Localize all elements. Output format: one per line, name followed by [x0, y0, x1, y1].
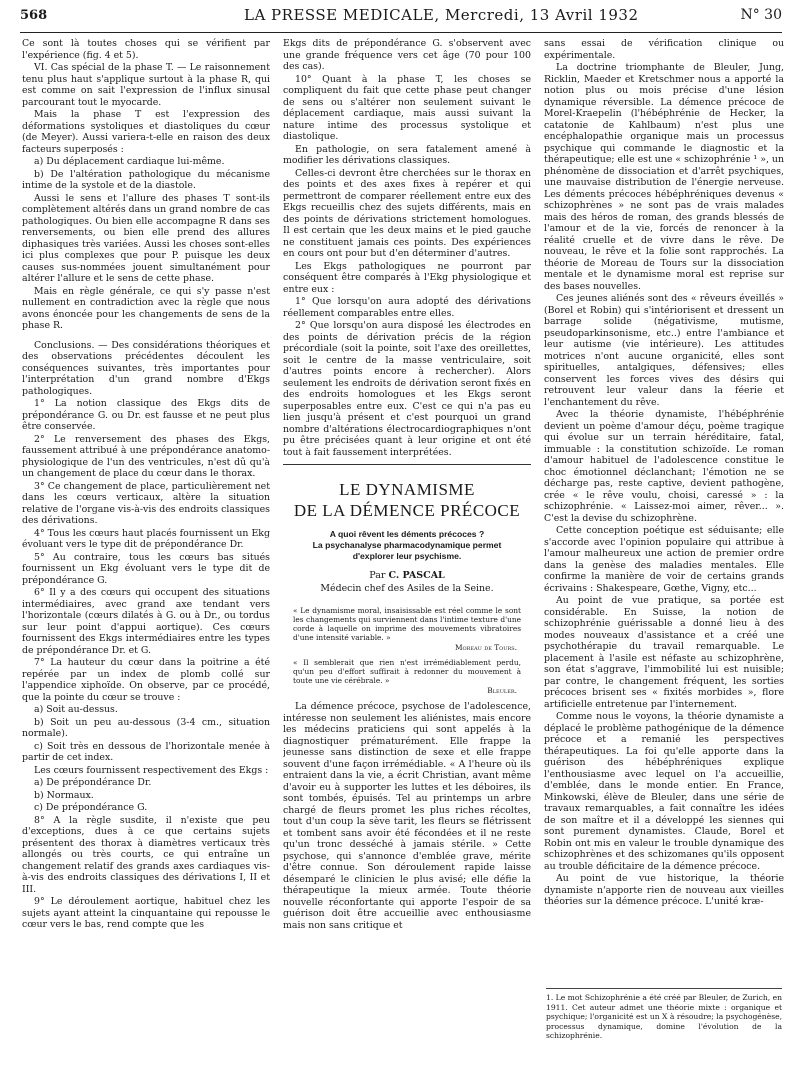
subtitle-line-3: d'explorer leur psychisme.	[352, 551, 462, 561]
paragraph: 1° Que lorsqu'on aura adopté des dérivations réellement comparables entre elles.	[283, 296, 531, 319]
paragraph: 2° Que lorsqu'on aura disposé les électrodes en des points de dérivation précis de la région précordiale (soit la pointe, soit l'axe des oreillettes, soit le centre de la masse ventriculaire, soit d'autres points encore à rechercher). Alors seulement les endroits de dérivation seront fixés en des endroits homologues et les Ekgs seront superposables entre eux. C'est ce qui n'a pas eu lien jusqu'à présent et c'est pourquoi un grand nombre d'altérations électrocardiographiques n'ont pu être précisées quant à leur origine et ont été tout à fait faussement interprétées.	[283, 320, 531, 458]
paragraph: La doctrine triomphante de Bleuler, Jung, Ricklin, Maeder et Kretschmer nous a apporté la notion plus ou mois précise d'une lésion dynamique réversible. La démence précoce de Morel-Kraepelin (l'hébéphrénie de Hecker, la catatonie de Kahlbaum) n'est plus une encéphalopathie organique mais un processus psychique qui commande le diagnostic et la thérapeutique; elle est une « schizophrénie ¹ », un phénomène de dissociation et d'arrêt psychiques, une mauvaise distribution de l'énergie nerveuse. Les déments précoces hébéphréniques devenus « schizophrènes » ne sont pas de vrais malades mais des héros de roman, des grands blessés de l'amour et de la vie, forcés de renoncer à la réalité cruelle et de vivre dans le rêve. De nouveau, le rêve et la folie sont rapprochés. La théorie de Moreau de Tours sur la dissociation mentale et le dynamisme moral est reprise sur des bases nouvelles.	[544, 62, 784, 292]
paragraph: Aussi le sens et l'allure des phases T sont-ils complètement altérés dans un grand nombre de cas pathologiques. Ou bien elle accompagne R dans ses renversements, ou bien elle prend des allures diphasiques très variées. Aussi les choses sont-elles ici plus complexes que pour P. puisque les deux causes sus-nommées jouent simultanément pour altérer l'allure et le sens de cette phase.	[22, 192, 270, 284]
paragraph: Celles-ci devront être cherchées sur le thorax en des points et des axes fixes à repérer et qui permettront de comparer réellement entre eux des Ekgs recueillis chez des sujets différents, mais en des points de dérivations strictement homologues. Il est certain que les deux mains et le pied gauche ne constituent jamais ces points. Des expériences en cours ont pour but d'en déterminer d'autres.	[283, 167, 531, 259]
epigraph-quote-2: « Il semblerait que rien n'est irrémédiablement perdu, qu'un peu d'effort suffirait à redonner du mouvement à toute une vie cérébrale. »	[293, 658, 521, 685]
issue-number: N° 30	[740, 7, 782, 23]
paragraph: 5° Au contraire, tous les cœurs bas situés fournissent un Ekg évoluant vers le type dit de prépondérance G.	[22, 551, 270, 586]
paragraph: En pathologie, on sera fatalement amené à modifier les dérivations classiques.	[283, 143, 531, 166]
column-3	[544, 38, 784, 982]
paragraph: a) De prépondérance Dr.	[34, 777, 152, 788]
epigraph-source-1: Moreau de Tours.	[454, 643, 517, 652]
paragraph: sans essai de vérification clinique ou expérimentale.	[544, 38, 784, 61]
paragraph: 6° Il y a des cœurs qui occupent des situations intermédiaires, avec grand axe tendant vers l'horizontale (cœurs dilatés à G. ou à Dr., ou tordus sur leur point d'appui aortique). Ces cœurs fournissent des Ekgs intermédiaires entre les types de prépondérance Dr. et G.	[22, 587, 270, 656]
paragraph: c) De prépondérance G.	[34, 802, 148, 813]
paragraph: c) Soit très en dessous de l'horizontale menée à partir de cet index.	[22, 740, 270, 763]
paragraph: Cette conception poétique est séduisante; elle s'accorde avec l'opinion populaire qui attribue à l'amour malheureux une action de premier ordre dans la genèse des maladies mentales. Elle confirme la manière de voir de certains grands écrivains : Shakespeare, Gœthe, Vigny, etc...	[544, 525, 784, 594]
paragraph: Ce sont là toutes choses qui se vérifient par l'expérience (fig. 4 et 5).	[22, 38, 270, 61]
epigraph	[293, 606, 521, 695]
author-name: C. PASCAL	[388, 570, 445, 581]
conclusions-paragraph: Conclusions. — Des considérations théoriques et des observations précédentes découlent les conséquences suivantes, très importantes pour l'interprétation d'un grand nombre d'Ekgs pathologiques.	[22, 339, 270, 397]
article-body-paragraph: La démence précoce, psychose de l'adolescence, intéresse non seulement les aliénistes, mais encore les médecins praticiens qui sont appelés à la diagnostiquer prématurément. Elle frappe la jeunesse sans distinction de sexe et elle frappe souvent d'une façon irrémédiable. « A l'heure où ils entraient dans la vie, a écrit Christian, avant même d'avoir eu à supporter les luttes et les déboires, ils sont tombés, épuisés. Tel au printemps un arbre chargé de fleurs promet les plus riches récoltes, tout d'un coup la sève tarit, les fleurs se flétrissent et tombent sans avoir été fécondées et il ne reste qu'un tronc desséché à jamais stérile. » Cette psychose, qui s'annonce d'emblée grave, mérite d'être connue. Son déroulement rapide laisse désemparé le clinicien le plus avisé; elle défie la thérapeutique la mieux armée. Toute théorie nouvelle réconfortante qui apporte l'espoir de sa guérison doit être accueillie avec enthousiasme mais non sans critique et	[283, 701, 531, 931]
paragraph: 1° La notion classique des Ekgs dits de prépondérance G. ou Dr. est fausse et ne peut plus être conservée.	[22, 398, 270, 432]
paragraph: Avec la théorie dynamiste, l'hébéphrénie devient un poème d'amour déçu, poème tragique qui évolue sur un terrain héréditaire, fatal, immuable : la constitution schizoïde. Le roman d'amour habituel de l'adolescence constitue le choc émotionnel déclanchant; l'émotion ne se décharge pas, reste captive, devient pathogène, crée « le rêve voulu, choisi, caressé » : la schizophrénie. « Laissez-moi aimer, rêver... ». C'est la devise du schizophrène.	[544, 409, 784, 524]
paragraph: 8° A la règle susdite, il n'existe que peu d'exceptions, dues à ce que certains sujets présentent des thorax à diamètres verticaux très allongés ou très courts, ce qui entraîne un changement relatif des grands axes cardiaques vis-à-vis des endroits classiques des dérivations I, II et III.	[22, 814, 270, 895]
article-title-line-2: DE LA DÉMENCE PRÉCOCE	[293, 501, 521, 520]
article-subtitle	[283, 529, 531, 562]
paragraph: 9° Le déroulement aortique, habituel chez les sujets ayant atteint la cinquantaine qui repousse le cœur vers le bas, rend compte que les	[22, 896, 270, 930]
paragraph: Ces jeunes aliénés sont des « rêveurs éveillés » (Borel et Robin) qui s'intériorisent et dressent un barrage solide (négativisme, mutisme, pseudoparkinsonisme, etc..) entre l'ambiance et leur autisme (vie intérieure). Les attitudes motrices n'ont aucune organicité, elles sont spirituelles, antalgiques, défensives; elles conservent les forces vives des désirs qui retrouvent leur valeur dans la féerie et l'enchantement du rêve.	[544, 293, 784, 408]
subtitle-line-1: A quoi rêvent les déments précoces ?	[329, 529, 485, 539]
column-2	[283, 38, 531, 1038]
paragraph: b) De l'altération pathologique du mécanisme intime de la systole et de la diastole.	[22, 168, 270, 191]
author-role: Médecin chef des Asiles de la Seine.	[320, 582, 494, 594]
paragraph: Au point de vue pratique, sa portée est considérable. En Suisse, la notion de schizophrénie guérissable a donné lieu à des modes nouveaux d'assistance et a créé une psychothérapie du travail remarquable. Le placement à l'asile est néfaste au schizophrène, son état s'aggrave, l'immobilité lui est nuisible; par contre, le changement fréquent, les sorties précoces brisent ses « fixités morbides », flore artificielle entretenue par l'internement.	[544, 595, 784, 710]
paragraph: VI. Cas spécial de la phase T. — Le raisonnement tenu plus haut s'applique surtout à la phase R, qui est comme on sait l'expression de l'influx sinusal parcourant tout le myocarde.	[22, 62, 270, 108]
paragraph: 7° La hauteur du cœur dans la poitrine a été repérée par un index de plomb collé sur l'appendice xiphoïde. On observe, par ce procédé, que la pointe du cœur se trouve :	[22, 657, 270, 703]
paragraph: b) Normaux.	[34, 789, 94, 801]
paragraph: Les cœurs fournissent respectivement des Ekgs :	[34, 764, 269, 776]
paragraph: a) Du déplacement cardiaque lui-même.	[34, 156, 225, 167]
page-number: 568	[20, 8, 48, 23]
article-title-line-1: LE DYNAMISME	[339, 480, 475, 499]
paragraph: Comme nous le voyons, la théorie dynamiste a déplacé le problème pathogénique de la démence précoce et a remanié les perspectives thérapeutiques. La foi qu'elle apporte dans la guérison des hébéphréniques explique l'enthousiasme avec lequel on l'a accueillie, d'emblée, dans le monde entier. En France, Minkowski, élève de Bleuler, dans une série de travaux remarquables, a fait connaître les idées de son maître et il a développé les siennes qui sont purement dynamistes. Claude, Borel et Robin ont mis en valeur le trouble dynamique des schizophrènes et des schizomanes qu'ils opposent au trouble déficitaire de la démence précoce.	[544, 711, 784, 872]
page-header	[20, 6, 782, 33]
issue-date: Mercredi, 13 Avril 1932	[444, 6, 639, 24]
paragraph: 10° Quant à la phase T, les choses se compliquent du fait que cette phase peut changer de sens ou s'altérer non seulement suivant le déplacement cardiaque, mais aussi suivant la nature intime des processus systolique et diastolique.	[283, 73, 531, 142]
paragraph: Au point de vue historique, la théorie dynamiste n'apporte rien de nouveau aux vieilles théories sur la démence précoce. L'unité kræ-	[544, 873, 784, 907]
byline	[283, 570, 531, 582]
journal-title	[244, 6, 639, 24]
paragraph: a) Soit au-dessus.	[34, 704, 118, 715]
paragraph: 3° Ce changement de place, particulièrement net dans les cœurs verticaux, altère la situation relative de l'organe vis-à-vis des endroits classiques des dérivations.	[22, 480, 270, 526]
paragraph: 4° Tous les cœurs haut placés fournissent un Ekg évoluant vers le type dit de prépondérance Dr.	[22, 527, 270, 550]
paragraph: b) Soit un peu au-dessous (3-4 cm., situation normale).	[22, 716, 270, 739]
by-prefix: Par	[369, 570, 386, 581]
epigraph-source-2: Bleuler.	[487, 686, 517, 695]
article-heading	[283, 464, 531, 594]
paragraph: Mais la phase T est l'expression des déformations systoliques et diastoliques du cœur (de Meyer). Aussi variera-t-elle en raison des deux facteurs superposés :	[22, 109, 270, 155]
subtitle-line-2: La psychanalyse pharmacodynamique permet	[312, 540, 502, 550]
paragraph: 2° Le renversement des phases des Ekgs, faussement attribué à une prépondérance anatomo-physiologique de l'un des ventricules, n'est dû qu'à un changement de place du cœur dans le thorax.	[22, 433, 270, 479]
paragraph: Les Ekgs pathologiques ne pourront par conséquent être comparés à l'Ekg physiologique et entre eux :	[283, 260, 531, 295]
journal-name: LA PRESSE MEDICALE,	[244, 6, 440, 24]
footnote: 1. Le mot Schizophrénie a été créé par Bleuler, de Zurich, en 1911. Cet auteur admet une théorie mixte : organique et psychique; l'organicité est un X à résoudre; la psychogénèse, processus dynamique, domine l'évolution de la schizophrénie.	[546, 988, 782, 1041]
column-1	[22, 38, 270, 1038]
paragraph: Ekgs dits de prépondérance G. s'observent avec une grande fréquence vers cet âge (70 pour 100 des cas).	[283, 38, 531, 72]
epigraph-quote-1: « Le dynamisme moral, insaisissable est réel comme le sont les changements qui surviennent dans l'intime texture d'une corde à laquelle on imprime des mouvements vibratoires d'une intensité variable. »	[293, 606, 521, 642]
paragraph: Mais en règle générale, ce qui s'y passe n'est nullement en contradiction avec la règle que nous avons énoncée pour les changements de sens de la phase R.	[22, 285, 270, 331]
